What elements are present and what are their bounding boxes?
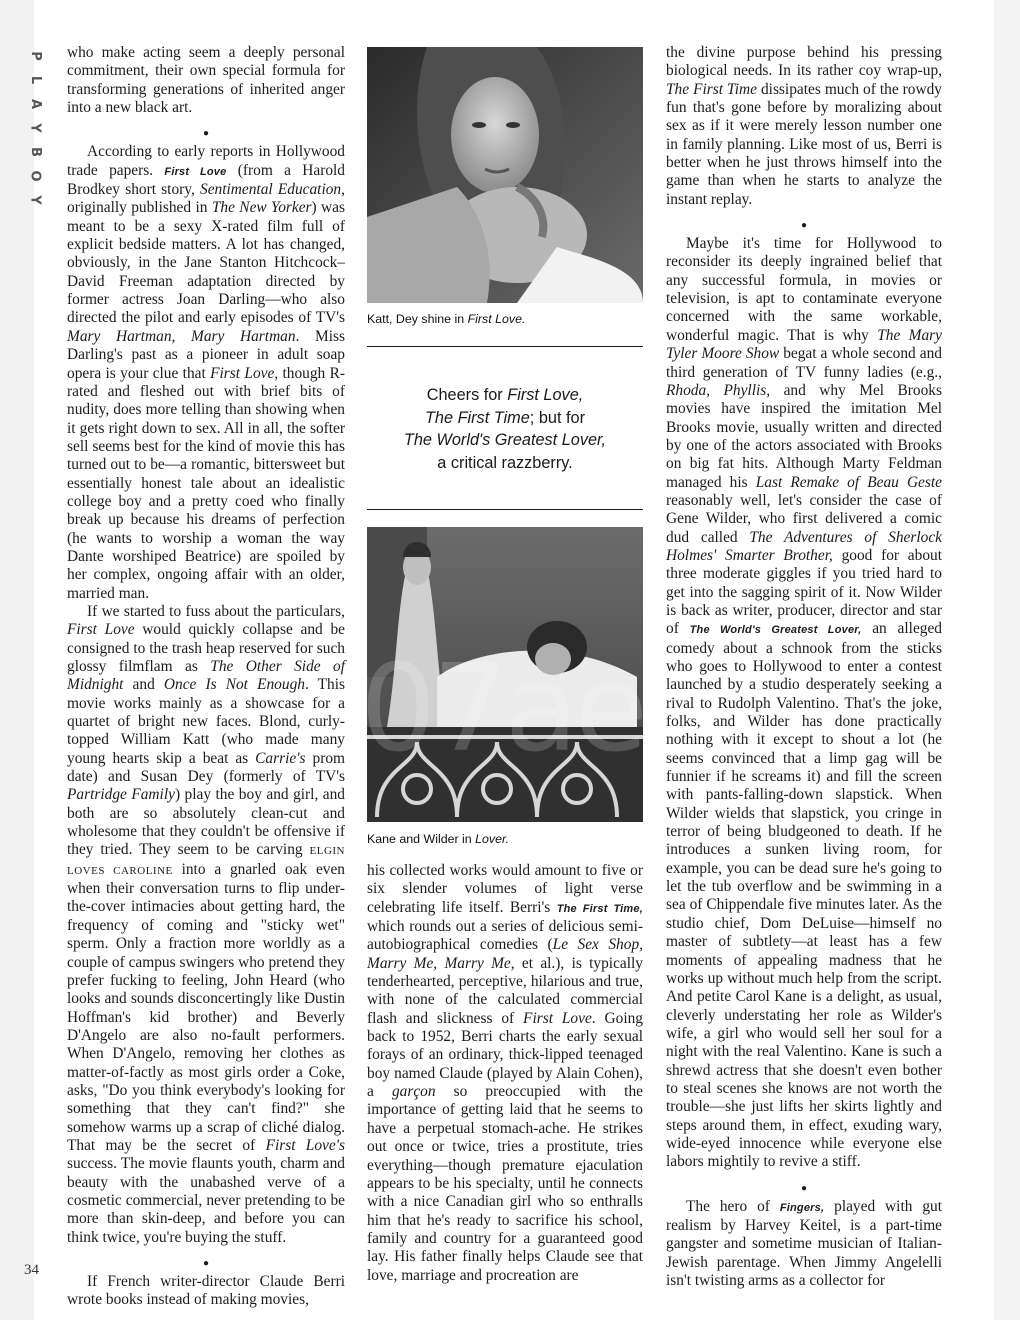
running-head-letter: A <box>28 98 43 110</box>
paragraph: The hero of Fingers, played with gut realism by Harvey Keitel, is a part-time gangster and sometime musician of Italian-Jewish parentage. When Jimmy Angelelli isn't twisting arms as a collector for <box>666 1197 942 1289</box>
photo-kane-wilder <box>367 527 643 822</box>
running-head-letter: O <box>28 170 43 182</box>
section-bullet: ● <box>800 220 808 232</box>
paragraph: Maybe it's time for Hollywood to reconsider its deeply ingrained belief that any successful formula, in movies or television, is apt to contaminate everyone concerned with the same workable, wonderful magic. That is why The Mary Tyler Moore Show begat a whole second and third generation of TV funny ladies (e.g., Rhoda, Phyllis, and why Mel Brooks movies have inspired the imitation Mel Brooks movie, usually written and directed by one of the actors associated with Brooks on big fat hits. Although Marty Feldman managed his Last Remake of Beau Geste reasonably well, let's consider the case of Gene Wilder, who first delivered a comic dud called The Adventures of Sherlock Holmes' Smarter Brother, good for about three moderate giggles if you tried hard to get into the sagging spirit of it. Now Wilder is back as writer, producer, director and star of The World's Greatest Lover, an alleged comedy about a schnook from the sticks who goes to Hollywood to enter a contest launched by a studio desperately seeking a rival to Rudolph Valentino. That's the joke, folks, and Wilder has done practically nothing with it except to shout a lot (he seems convinced that a limp gag will be funnier if he screams it) and fill the screen with pants-falling-down slapstick. When Wilder wields that slapstick, you cringe in terror of being bludgeoned to death. If he introduces a sunken living room, for example, you can be dead sure he's going to let the tub overflow and be swimming in a sea of Chippendale five minutes later. As the studio chief, Dom DeLuise—himself no master of subtlety—at least has a few moments of appealing madness that he works up without much help from the script. And petite Carol Kane is a delight, as usual, cleverly understating her role as Wilder's wife, a girl who would sell her soul for a night with the real Valentino. Kane is such a shrewd actress that she doesn't even bother to steal scenes she knows are not worth the trouble—she just lifts her skirts lightly and steps around them, in effect, exuding wary, wide-eyed innocence while everyone else labors mightily to revive a stiff. <box>666 235 943 1171</box>
paragraph: who make acting seem a deeply personal commitment, their own special formula for transforming generations of inherited anger into a new black art. <box>67 44 345 117</box>
section-bullet: ● <box>202 128 210 140</box>
paragraph: his collected works would amount to five or six slender volumes of light verse celebrating life itself. Berri's The First Time, which rounds out a series of delicious semi-autobiographical comedies (Le Sex Shop, Marry Me, Marry Me, et al.), is typically tenderhearted, perceptive, hilarious and true, with none of the calculated commercial flash and slickness of First Love. Going back to 1952, Berri charts the early sexual forays of an ordinary, thick-lipped teenaged boy named Claude (played by Alain Cohen), a garçon so preoccupied with the importance of getting laid that he seems to have a perpetual stomach-ache. He strikes out once or twice, tries a prostitute, tries everything—though premature ejaculation appears to be his specialty, until he connects with a nice Canadian girl who so enthralls him that he's ready to sacrifice his school, family and country for a guaranteed good lay. His father finally helps Claude see that love, marriage and procreation are <box>367 862 643 1284</box>
divider-rule <box>367 509 643 510</box>
paragraph: If we started to fuss about the particulars, First Love would quickly collapse and be consigned to the trash heap reserved for such glossy filmflam as The Other Side of Midnight and Once Is Not Enough. This movie works mainly as a showcase for a quartet of bright new faces. Blond, curly-topped William Katt (who made many young hearts skip a beat as Carrie's prom date) and Susan Dey (formerly of TV's Partridge Family) play the boy and girl, and both are so absolutely clean-cut and wholesome that they couldn't be offensive if they tried. They seem to be carving ELGIN LOVES CAROLINE into a gnarled oak even when their conversation turns to flip under-the-cover intimacies about getting hard, the frequency of coming and "sticky wet" sperm. Only a fraction more worldly as a couple of campus swingers who pretend they prefer fucking to feeling, John Heard (who looks and sounds disconcertingly like Dustin Hoffman's kid brother) and Beverly D'Angelo are also no-fault performers. When D'Angelo, removing her clothes as matter-of-factly as most girls order a Coke, asks, "Do you think everybody's looking for something that they can't find?" she somehow warms up a scrap of cliché dialog. That may be the secret of First Love's success. The movie flaunts youth, charm and beauty with the unabashed verve of a cosmetic commercial, never pretending to be more than skin-deep, and before you can think twice, you're buying the stuff. <box>67 602 346 1246</box>
photo-kane-wilder-image <box>367 527 643 822</box>
text-column-2 <box>367 862 643 1285</box>
text-column-1 <box>67 44 345 1310</box>
running-head-letter: L <box>27 75 43 85</box>
section-bullet: ● <box>800 1182 808 1194</box>
photo-katt-dey <box>367 47 643 303</box>
paragraph: If French writer-director Claude Berri wrote books instead of making movies, <box>67 1273 345 1309</box>
page-number: 34 <box>24 1262 39 1278</box>
paragraph: According to early reports in Hollywood trade papers. First Love (from a Harold Brodkey short story, Sentimental Education, originally published in The New Yorker) was meant to be a sexy X-rated film full of explicit bedside matters. A lot has changed, obviously, in the Jane Stanton Hitchcock–David Freeman adaptation directed by former actress Joan Darling—who also directed the pilot and early episodes of TV's Mary Hartman, Mary Hartman. Miss Darling's past as a pioneer in adult soap opera is your clue that First Love, though R-rated and fleshed out with brief bits of nudity, does more telling than showing when it gets right down to sex. All in all, the softer sell seems best for the kind of movie this has turned out to be—a romantic, bittersweet but essentially honest tale about an idealistic college boy and a pretty coed who finally break up because his dreams of perfection (he wants to worship a woman the way Dante worshiped Beatrice) are spoiled by her complex, ongoing affair with an older, married man. <box>67 143 345 602</box>
photo-katt-dey-image <box>367 47 643 303</box>
running-head-letter: P <box>28 51 43 61</box>
running-head-letter: Y <box>27 123 43 133</box>
photo-caption-bottom: Kane and Wilder in Lover. <box>367 832 510 846</box>
page-edge-right <box>994 0 1020 1320</box>
running-head-letter: B <box>27 147 43 157</box>
paragraph: the divine purpose behind his pressing biological needs. In its rather coy wrap-up, The First Time dissipates much of the rowdy fun that's gone before by moralizing about sex as if it were merely lesson number one in family planning. Like most of us, Berri is better when he just throws himself into the game than when he starts to analyze the instant replay. <box>666 44 942 208</box>
pull-quote: Cheers for First Love, The First Time; but for The World's Greatest Lover, a critical razzberry. <box>403 386 607 472</box>
section-bullet: ● <box>202 1258 210 1269</box>
text-column-3 <box>666 44 942 1290</box>
running-head <box>22 44 48 212</box>
photo-caption-top: Katt, Dey shine in First Love. <box>367 312 526 326</box>
running-head-letter: Y <box>27 195 43 205</box>
divider-rule <box>367 346 643 347</box>
